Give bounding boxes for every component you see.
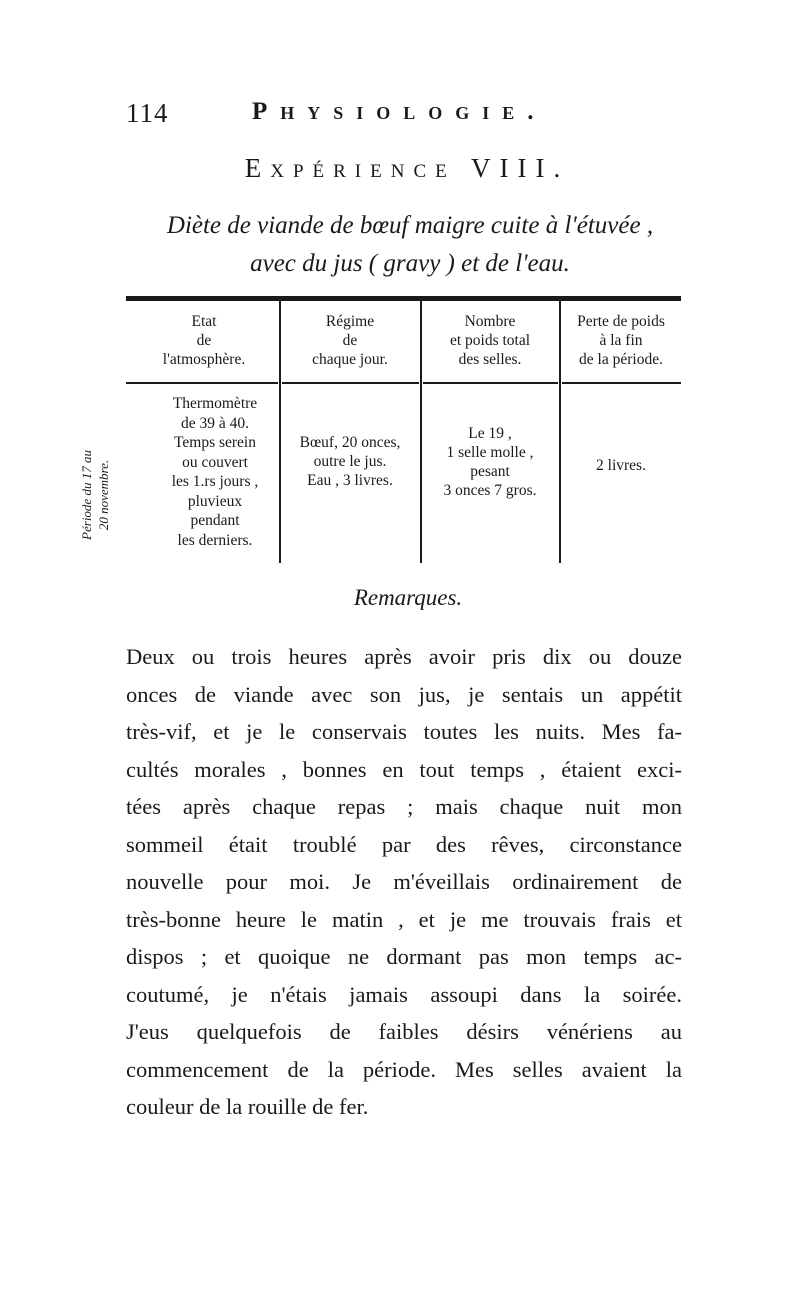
text-line: très-bonne heure le matin , et je me trouvais frais et	[126, 906, 682, 932]
running-head-title: Physiologie.	[252, 98, 547, 125]
cell-atmosphere	[152, 394, 278, 550]
cell-line: 1 selle molle ,	[446, 444, 534, 461]
cell-line: Temps serein	[174, 434, 256, 451]
cell-line: les derniers.	[177, 531, 253, 549]
text-line: coutumé, je n'étais jamais assoupi dans la soirée.	[126, 981, 682, 1007]
period-label	[78, 400, 124, 590]
text-line: Deux ou trois heures après avoir pris dix ou douze	[126, 644, 682, 669]
text-line: nouvelle pour moi. Je m'éveillais ordinairement de	[126, 869, 682, 894]
cell-line: ou couvert	[182, 453, 248, 471]
header-atmosphere	[134, 312, 274, 369]
text-line: couleur de la rouille de fer.	[126, 1094, 369, 1119]
period-label-line: 20 novembre.	[96, 459, 111, 531]
period-label-line: Période du 17 au	[79, 450, 94, 540]
cell-line: pesant	[470, 463, 510, 480]
header-rule	[126, 382, 278, 384]
header-line: des selles.	[458, 351, 522, 368]
cell-line: 3 onces 7 gros.	[443, 482, 537, 499]
diet-title	[90, 207, 730, 283]
cell-line: outre le jus.	[313, 453, 387, 470]
header-line: Etat	[191, 313, 217, 330]
header-line: chaque jour.	[312, 351, 388, 368]
text-line: très-vif, et je le conservais toutes les nuits. Mes fa-	[126, 719, 682, 744]
header-regime	[281, 312, 419, 369]
header-line: de la période.	[579, 351, 663, 368]
text-line: tées après chaque repas ; mais chaque nuit mon	[126, 794, 682, 819]
cell-line: Eau , 3 livres.	[307, 472, 393, 489]
cell-selles	[422, 424, 558, 500]
text-line: sommeil était troublé par des rêves, circonstance	[126, 831, 682, 857]
diet-title-line: Diète de viande de bœuf maigre cuite à l'étuvée ,	[166, 212, 654, 239]
header-line: à la fin	[599, 332, 643, 349]
cell-line: Bœuf, 20 onces,	[299, 434, 401, 451]
cell-line: pluvieux	[187, 492, 243, 510]
remarks-heading: Remarques.	[353, 585, 463, 610]
table-top-rule	[126, 296, 681, 301]
header-line: de	[342, 332, 358, 349]
header-line: Régime	[325, 313, 375, 330]
text-line: dispos ; et quoique ne dormant pas mon temps ac-	[126, 944, 682, 969]
header-line: l'atmosphère.	[162, 351, 246, 368]
remarks-body	[126, 638, 682, 1126]
page-number: 114	[126, 98, 169, 128]
cell-line: Thermomètre	[172, 395, 258, 412]
cell-perte	[561, 456, 681, 475]
experiment-title: Expérience VIII.	[244, 153, 570, 183]
header-rule	[562, 382, 681, 384]
header-selles	[422, 312, 558, 369]
cell-line: les 1.rs jours ,	[171, 473, 259, 490]
text-line: cultés morales , bonnes en tout temps , étaient exci-	[126, 756, 682, 782]
cell-regime	[281, 433, 419, 490]
text-line: J'eus quelquefois de faibles désirs vénériens au	[126, 1019, 682, 1044]
header-perte	[561, 312, 681, 369]
header-rule	[282, 382, 419, 384]
header-line: et poids total	[449, 332, 531, 349]
running-head	[126, 98, 686, 134]
header-rule	[423, 382, 558, 384]
header-line: Perte de poids	[577, 313, 665, 330]
cell-line: pendant	[190, 512, 240, 529]
header-line: de	[196, 332, 212, 349]
text-line: commencement de la période. Mes selles avaient la	[126, 1056, 682, 1082]
cell-line: Le 19 ,	[468, 425, 512, 442]
header-line: Nombre	[464, 313, 516, 330]
diet-table	[126, 296, 681, 564]
diet-title-line: avec du jus ( gravy ) et de l'eau.	[250, 250, 570, 277]
cell-line: de 39 à 40.	[180, 414, 249, 432]
cell-line: 2 livres.	[596, 457, 646, 474]
text-line: onces de viande avec son jus, je sentais un appétit	[126, 681, 682, 707]
